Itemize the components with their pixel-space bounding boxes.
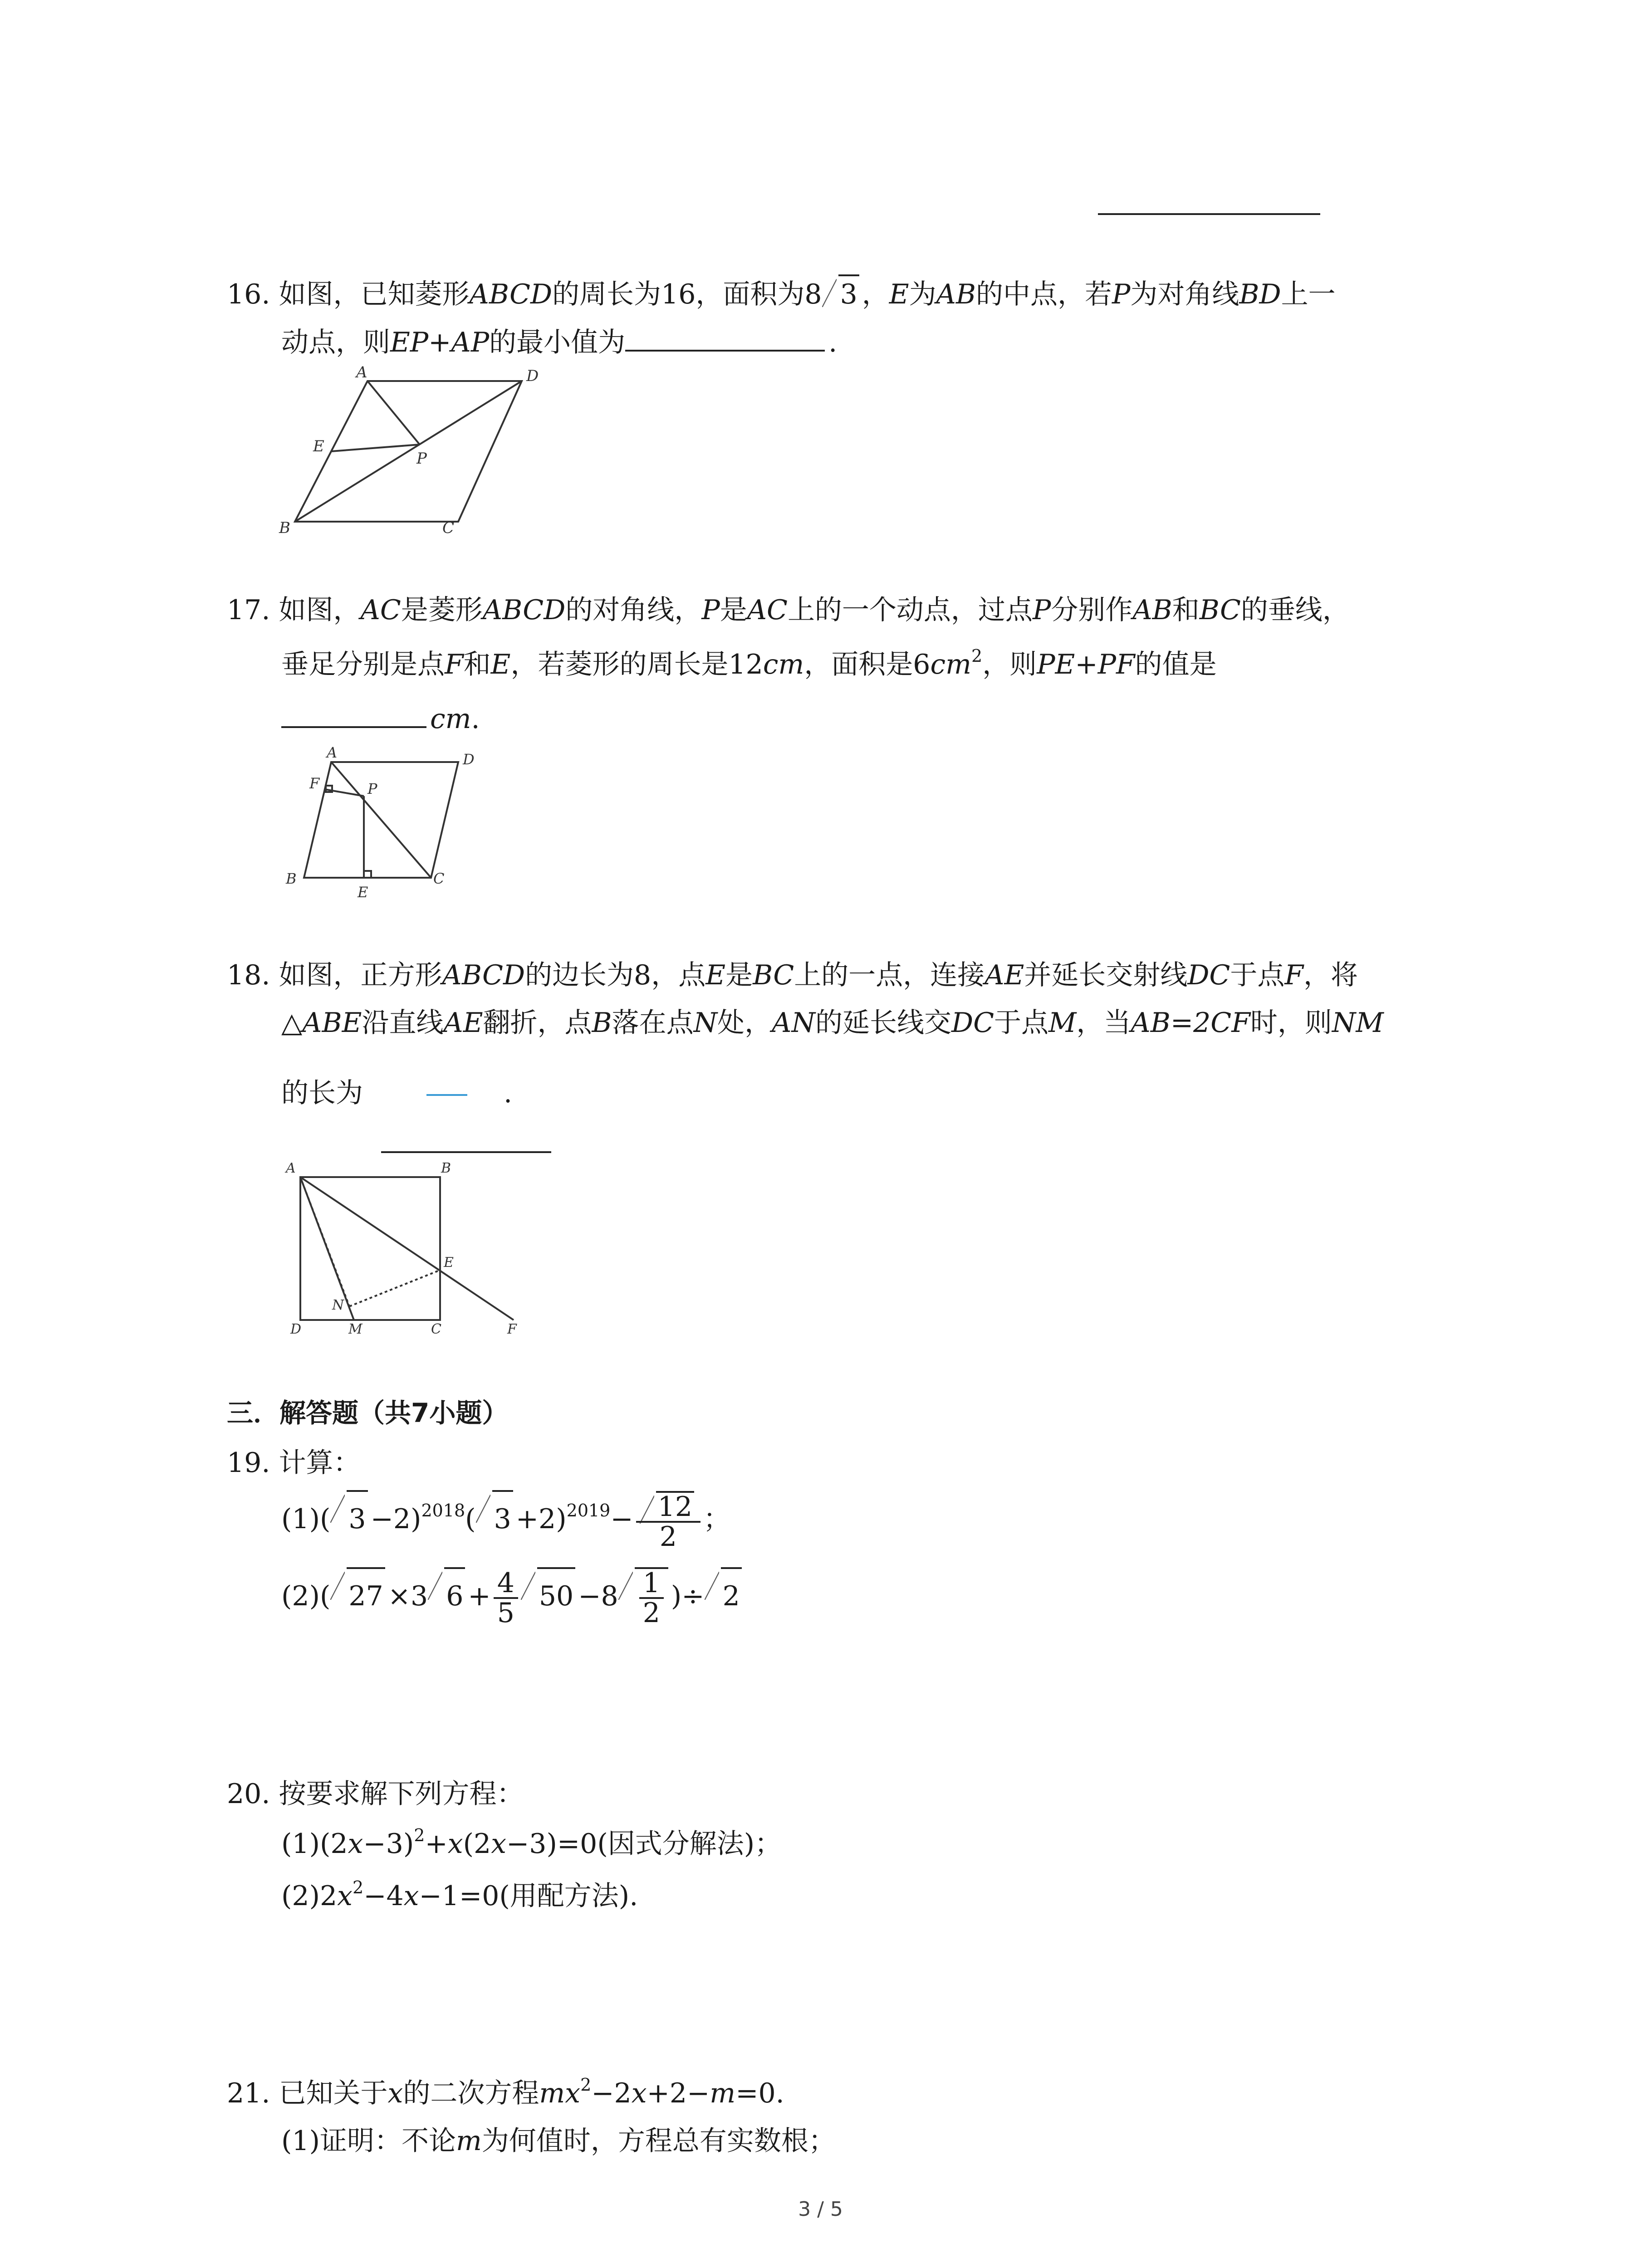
fraction — [639, 1569, 664, 1627]
text: 上的一个动点，过点 — [787, 594, 1033, 626]
text: AE — [985, 959, 1024, 991]
text: 按要求解下列方程： — [279, 1778, 524, 1810]
label-m: M — [348, 1321, 362, 1337]
text: (1)(2 — [281, 1828, 348, 1860]
text: F — [445, 649, 464, 680]
text: 2019 — [566, 1501, 611, 1520]
label-e: E — [313, 437, 324, 455]
text: −8 — [578, 1580, 618, 1612]
label-b: B — [441, 1160, 451, 1176]
sqrt-symbol — [640, 1491, 694, 1521]
text: (2)( — [281, 1580, 331, 1612]
text: 2 — [659, 1521, 677, 1553]
text: (2 — [463, 1828, 491, 1860]
text: 2 — [414, 1825, 425, 1845]
text: −2) — [370, 1503, 421, 1535]
text: ，当 — [1076, 1007, 1131, 1039]
q21-line1 — [227, 2075, 784, 2112]
text: 如图，正方形 — [279, 959, 442, 991]
text: 50 — [537, 1567, 575, 1623]
text: 的边长为8，点 — [525, 959, 706, 991]
label-f: F — [507, 1321, 517, 1337]
text: =0. — [735, 2077, 784, 2109]
text: 3 — [347, 1490, 367, 1546]
text: ABCD — [482, 594, 566, 626]
text: 于点 — [994, 1007, 1048, 1039]
text: P — [1112, 279, 1131, 310]
section-heading: 三．解答题（共7小题） — [227, 1398, 509, 1428]
q19-title — [227, 1445, 361, 1481]
text: 动点，则 — [281, 327, 390, 358]
answer-blank[interactable] — [281, 723, 426, 728]
sqrt-symbol — [705, 1567, 742, 1623]
text: + — [468, 1580, 491, 1612]
text: 6 — [444, 1567, 465, 1623]
text: ，若菱形的周长是12 — [510, 649, 763, 680]
label-d: D — [463, 751, 475, 768]
text: cm — [930, 649, 971, 680]
text: 的二次方程 — [403, 2077, 539, 2109]
answer-blank-line — [1098, 213, 1320, 215]
label-e: E — [444, 1255, 454, 1271]
label-a: A — [286, 1160, 296, 1176]
text: AN — [772, 1007, 815, 1039]
text: 2018 — [421, 1501, 465, 1520]
q17-figure — [277, 739, 513, 904]
text: AC — [747, 594, 788, 626]
text: M — [1048, 1007, 1077, 1039]
text: 时，则 — [1250, 1007, 1332, 1039]
text: AC — [360, 594, 401, 626]
text: cm — [763, 649, 804, 680]
q20-number: 20. — [227, 1778, 270, 1810]
label-e: E — [358, 884, 368, 901]
text: x — [447, 1828, 463, 1860]
text: 的对角线， — [565, 594, 702, 626]
text: AB=2CF — [1131, 1007, 1250, 1039]
label-b: B — [286, 870, 297, 887]
text: x — [491, 1828, 507, 1860]
text: 处， — [717, 1007, 772, 1039]
text: 12 — [656, 1491, 694, 1521]
text: 的中点，若 — [976, 279, 1112, 310]
text: 1 — [639, 1569, 664, 1599]
answer-blank-line[interactable] — [381, 1151, 551, 1153]
text: . — [471, 703, 480, 735]
text: mx — [539, 2077, 581, 2109]
rhombus-perpendicular-diagram — [277, 739, 513, 903]
text: ABE — [302, 1007, 362, 1039]
text: N — [693, 1007, 718, 1039]
answer-blank[interactable] — [625, 347, 825, 352]
text: 并延长交射线 — [1024, 959, 1188, 991]
fraction — [636, 1491, 700, 1551]
text: EP+AP — [390, 327, 490, 358]
text: 如图， — [279, 594, 361, 626]
sqrt-symbol — [330, 1567, 385, 1623]
text: +2) — [515, 1503, 567, 1535]
text: −4 — [363, 1880, 404, 1912]
label-b: B — [279, 519, 290, 537]
text: 上一 — [1281, 279, 1336, 310]
text: (1)证明：不论 — [281, 2125, 456, 2157]
text: 的长为 — [281, 1077, 363, 1109]
q18-line3 — [281, 1075, 512, 1111]
text: E — [490, 649, 511, 680]
text: m — [456, 2125, 482, 2157]
rhombus-diagram — [259, 363, 549, 544]
text: 和 — [463, 649, 491, 680]
fraction — [494, 1569, 518, 1627]
q19-number: 19. — [227, 1447, 270, 1479]
text: ， — [862, 279, 889, 310]
q16-number: 16. — [227, 279, 270, 310]
text: ABCD — [442, 959, 525, 991]
text: 2 — [353, 1877, 364, 1897]
text: AB — [936, 279, 976, 310]
label-n: N — [332, 1297, 344, 1313]
text: E — [889, 279, 909, 310]
q19-part2 — [281, 1567, 745, 1627]
q18-number: 18. — [227, 959, 270, 991]
text: AB — [1132, 594, 1172, 626]
text: −2 — [591, 2077, 632, 2109]
text: NM — [1332, 1007, 1384, 1039]
q16-figure — [259, 363, 549, 546]
text: P — [701, 594, 720, 626]
q18-line1 — [227, 957, 1358, 993]
text: −1=0(用配方法). — [419, 1880, 638, 1912]
text: B — [592, 1007, 612, 1039]
q17-number: 17. — [227, 594, 270, 626]
text: 如图，已知菱形 — [279, 279, 470, 310]
q17-line1 — [227, 592, 1350, 628]
sqrt-symbol — [618, 1567, 668, 1627]
label-c: C — [442, 519, 455, 537]
text: + — [425, 1828, 448, 1860]
q16-line2 — [281, 324, 837, 361]
q18-figure — [277, 1154, 540, 1342]
text: 为何值时，方程总有实数根； — [481, 2125, 836, 2157]
q21-number: 21. — [227, 2077, 270, 2109]
text: 翻折，点 — [483, 1007, 592, 1039]
label-c: C — [431, 1321, 441, 1337]
text: 是 — [720, 594, 747, 626]
text: 27 — [347, 1567, 385, 1623]
text: 的垂线， — [1240, 594, 1350, 626]
text: ( — [465, 1503, 476, 1535]
label-c: C — [433, 870, 445, 887]
square-fold-diagram — [277, 1154, 540, 1340]
text: 2 — [721, 1567, 742, 1623]
text: x — [631, 2077, 647, 2109]
text: )÷ — [671, 1580, 705, 1612]
label-p: P — [367, 780, 377, 797]
label-a: A — [356, 363, 367, 381]
text: 沿直线 — [362, 1007, 444, 1039]
text: 的最小值为 — [489, 327, 626, 358]
text: BC — [753, 959, 794, 991]
text: −3) — [363, 1828, 414, 1860]
text: x — [337, 1880, 353, 1912]
q16-line1 — [227, 274, 1336, 313]
label-d: D — [526, 367, 539, 385]
text: (2)2 — [281, 1880, 338, 1912]
sqrt-symbol — [330, 1490, 367, 1546]
text: 已知关于 — [279, 2077, 388, 2109]
text: m — [710, 2077, 736, 2109]
text: 是菱形 — [401, 594, 483, 626]
text: PE+PF — [1037, 649, 1135, 680]
text: ×3 — [387, 1580, 428, 1612]
text: −3)=0(因式分解法)； — [506, 1828, 782, 1860]
text: 2 — [580, 2075, 592, 2095]
text: ，则 — [982, 649, 1037, 680]
text: 的值是 — [1135, 649, 1217, 680]
text: ABCD — [469, 279, 553, 310]
text: 落在点 — [612, 1007, 694, 1039]
sqrt-symbol — [822, 274, 859, 313]
q17-line3 — [281, 701, 480, 737]
label-p: P — [416, 450, 427, 468]
text: +2− — [647, 2077, 710, 2109]
text: . — [504, 1077, 513, 1109]
text: E — [705, 959, 726, 991]
text: P — [1032, 594, 1051, 626]
label-f: F — [309, 775, 320, 792]
q17-line2 — [281, 646, 1217, 683]
text: cm — [430, 703, 471, 735]
text: x — [403, 1880, 419, 1912]
text: 的延长线交 — [815, 1007, 951, 1039]
text: 2 — [642, 1597, 660, 1629]
q21-part1 — [281, 2123, 836, 2159]
text: (1)( — [281, 1503, 331, 1535]
text: 3 — [492, 1490, 513, 1546]
text: 和 — [1172, 594, 1200, 626]
sqrt-symbol — [476, 1490, 513, 1546]
text: AE — [443, 1007, 483, 1039]
text: BC — [1199, 594, 1241, 626]
text: 上的一点，连接 — [794, 959, 985, 991]
q19-part1 — [281, 1490, 730, 1551]
text: ； — [703, 1503, 730, 1535]
text: 5 — [497, 1597, 514, 1629]
text: 计算： — [279, 1447, 361, 1479]
answer-placeholder-dash — [426, 1094, 467, 1096]
page-number: 3 / 5 — [798, 2198, 843, 2221]
q18-line2 — [281, 1005, 1384, 1041]
text: 是 — [725, 959, 753, 991]
text: 3 — [838, 274, 859, 313]
text: △ — [281, 1007, 303, 1039]
text: 4 — [494, 1569, 518, 1599]
q20-part1 — [281, 1826, 782, 1862]
text: ，将 — [1303, 959, 1358, 991]
text: F — [1284, 959, 1303, 991]
text: x — [387, 2077, 403, 2109]
q20-title — [227, 1776, 524, 1812]
text: 于点 — [1230, 959, 1285, 991]
text: ，面积是6 — [804, 649, 931, 680]
text: 2 — [971, 646, 983, 666]
text: DC — [1187, 959, 1230, 991]
text: 垂足分别是点 — [281, 649, 445, 680]
text: 为对角线 — [1130, 279, 1239, 310]
text: DC — [951, 1007, 994, 1039]
text: x — [348, 1828, 363, 1860]
text: − — [610, 1503, 633, 1535]
sqrt-symbol — [521, 1567, 575, 1623]
label-d: D — [290, 1321, 302, 1337]
text: . — [828, 327, 838, 358]
text: 为 — [909, 279, 936, 310]
text: 分别作 — [1051, 594, 1133, 626]
q20-part2 — [281, 1878, 638, 1914]
text: BD — [1239, 279, 1281, 310]
sqrt-symbol — [428, 1567, 465, 1623]
text: 的周长为16，面积为8 — [552, 279, 822, 310]
label-a: A — [327, 744, 338, 761]
